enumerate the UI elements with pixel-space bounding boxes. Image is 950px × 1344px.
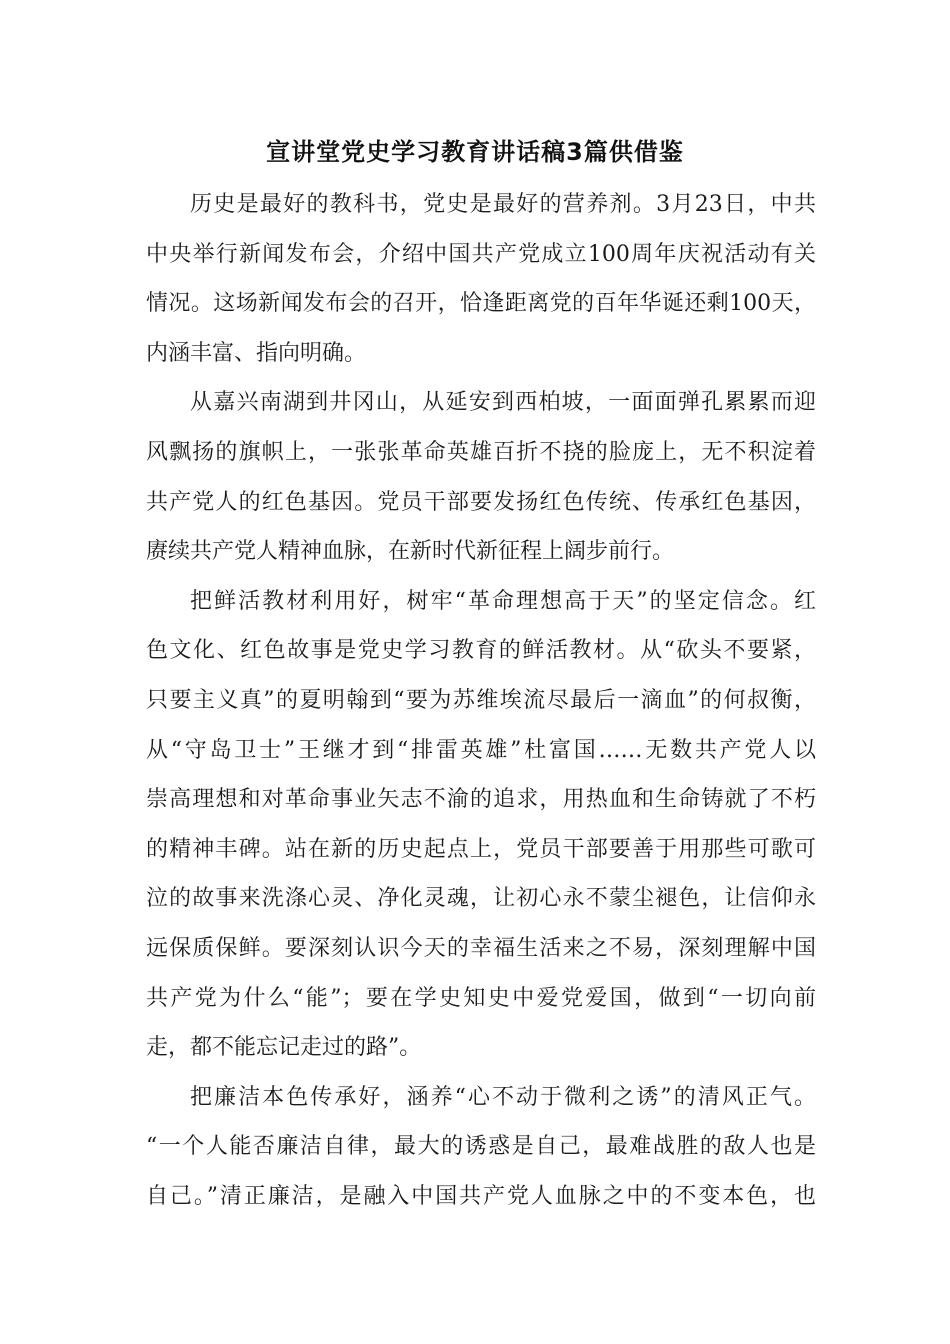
text-line: 色文化、红色故事是党史学习教育的鲜活教材。从“砍头不要紧， — [146, 638, 816, 664]
text-line: 内涵丰富、指向明确。 — [146, 340, 367, 366]
text-line: 从“守岛卫士”王继才到“排雷英雄”杜富国……无数共产党人以 — [146, 737, 816, 763]
text-line: 从嘉兴南湖到井冈山，从延安到西柏坡，一面面弹孔累累而迎 — [190, 390, 816, 416]
text-line: 远保质保鲜。要深刻认识今天的幸福生活来之不易，深刻理解中国 — [146, 935, 816, 961]
paragraph-1 — [146, 180, 816, 378]
text-line: 的精神丰碑。站在新的历史起点上，党员干部要善于用那些可歌可 — [146, 836, 816, 862]
document-title: 宣讲堂党史学习教育讲话稿3篇供借鉴 — [266, 138, 684, 166]
text-line: 共产党人的红色基因。党员干部要发扬红色传统、传承红色基因， — [146, 489, 816, 515]
text-line: 历史是最好的教科书，党史是最好的营养剂。3月23日，中共 — [190, 192, 816, 217]
text-line: 崇高理想和对革命事业矢志不渝的追求，用热血和生命铸就了不朽 — [146, 787, 816, 813]
text-line: 自己。”清正廉洁，是融入中国共产党人血脉之中的不变本色，也 — [146, 1183, 816, 1209]
text-line: “一个人能否廉洁自律，最大的诱惑是自己，最难战胜的敌人也是 — [146, 1134, 816, 1160]
text-line: 共产党为什么“能”；要在学史知史中爱党爱国，做到“一切向前 — [146, 985, 816, 1011]
text-line: 泣的故事来洗涤心灵、净化灵魂，让初心永不蒙尘褪色，让信仰永 — [146, 886, 816, 912]
text-line: 风飘扬的旗帜上，一张张革命英雄百折不挠的脸庞上，无不积淀着 — [146, 439, 816, 465]
paragraph-2 — [146, 378, 816, 576]
text-line: 把廉洁本色传承好，涵养“心不动于微利之诱”的清风正气。 — [190, 1084, 816, 1110]
text-line: 只要主义真”的夏明翰到“要为苏维埃流尽最后一滴血”的何叔衡， — [146, 687, 816, 713]
document-body — [146, 180, 816, 1221]
text-line: 中央举行新闻发布会，介绍中国共产党成立100周年庆祝活动有关 — [146, 241, 816, 267]
text-line: 走，都不能忘记走过的路”。 — [146, 1035, 422, 1061]
text-line: 情况。这场新闻发布会的召开，恰逢距离党的百年华诞还剩100天， — [146, 291, 816, 317]
text-line: 赓续共产党人精神血脉，在新时代新征程上阔步前行。 — [146, 539, 675, 565]
text-line: 把鲜活教材利用好，树牢“革命理想高于天”的坚定信念。红 — [190, 588, 816, 614]
paragraph-3 — [146, 577, 816, 1073]
paragraph-4 — [146, 1073, 816, 1222]
